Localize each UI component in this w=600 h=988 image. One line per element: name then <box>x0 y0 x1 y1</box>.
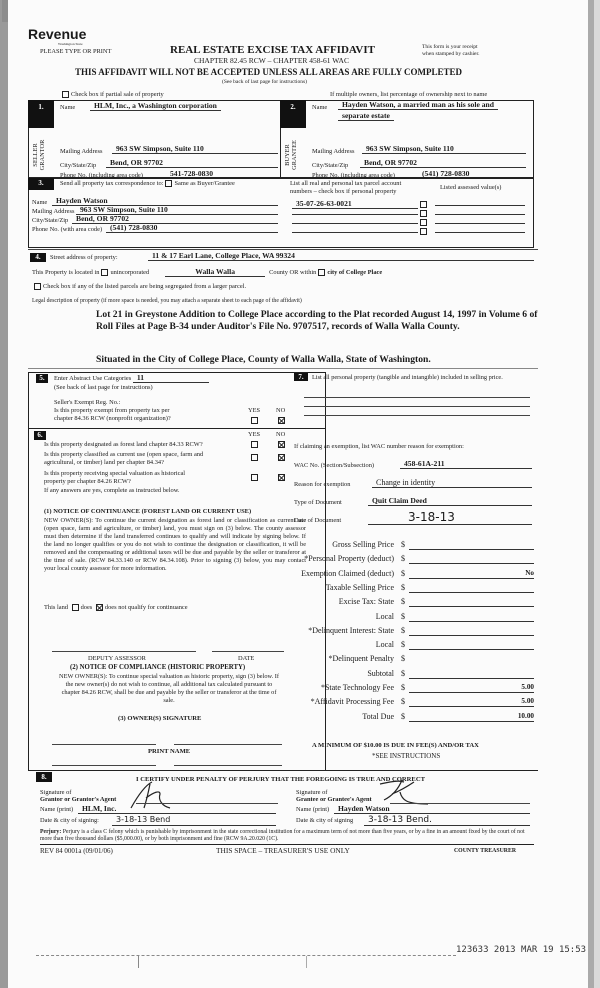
perjury-label: Perjury: <box>40 829 62 835</box>
grantee-name-field[interactable] <box>334 805 530 814</box>
corr-city-field[interactable] <box>72 215 278 224</box>
parcel-number: 35-07-26-63-0021 <box>292 200 418 209</box>
buyer-mailing-value: 963 SW Simpson, Suite 110 <box>362 145 526 154</box>
doc-date-label: Date of Document <box>294 517 342 524</box>
assessed-value <box>435 197 525 206</box>
fee-label: *Personal Property (deduct) <box>304 554 394 564</box>
seller-city-field[interactable] <box>106 159 278 168</box>
minimum-note: A MINIMUM OF $10.00 IS DUE IN FEE(S) AND/OR TAX <box>312 742 479 749</box>
dollar-sign: $ <box>401 683 405 692</box>
wac-value: 458-61A-211 <box>400 460 532 469</box>
receipt-note-2: when stamped by cashier. <box>422 51 480 57</box>
print-name-label: PRINT NAME <box>148 748 191 755</box>
personal-property-checkbox[interactable] <box>420 228 427 235</box>
cashier-stamp: 123633 2013 MAR 19 15:53 <box>456 945 587 955</box>
q-current-use-2: agricultural, or timber) land per chapter 84.34? <box>44 459 164 466</box>
yes-header: YES <box>248 407 261 414</box>
wac-field[interactable] <box>400 460 532 469</box>
grantee-date-field[interactable] <box>364 815 530 826</box>
partial-sale-row <box>60 91 164 98</box>
yes-header: YES <box>248 431 261 438</box>
assessed-value <box>435 206 525 215</box>
parcel-row[interactable] <box>292 224 525 235</box>
does-label: does <box>80 604 93 611</box>
seller-name-field[interactable] <box>90 102 221 111</box>
exemption-note: If claiming an exemption, list WAC number reason for exemption: <box>294 443 464 450</box>
assessed-value <box>435 224 525 233</box>
fee-value-field[interactable] <box>409 597 534 607</box>
buyer-name-value-2: separate estate <box>338 112 394 121</box>
section-5-number: 5. <box>36 374 48 383</box>
street-value: 11 & 17 Earl Lane, College Place, WA 99324 <box>148 252 534 261</box>
abstract-see-back: (See back of last page for instructions) <box>54 384 153 391</box>
abstract-use-value[interactable]: 11 <box>133 374 209 383</box>
does-checkbox[interactable] <box>72 604 79 611</box>
perjury-text: Perjury is a class C felony which is punishable by imprisonment in the state correctional institution for a maximum term of not more than five years, or by a fine in an amount fixed by the court of not more than five thousand dollars ($5,000.00), or by both imprisonment and fine (RCW 9A.20.020 (1C). <box>40 829 525 842</box>
seller-city-value: Bend, OR 97702 <box>106 159 278 168</box>
seller-mailing-field[interactable] <box>112 145 278 154</box>
no-header: NO <box>276 431 286 438</box>
corr-city-label: City/State/Zip <box>32 217 69 224</box>
doc-type-value: Quit Claim Deed <box>368 497 532 506</box>
abstract-use-label: Enter Abstract Use Categories <box>54 375 132 382</box>
assessed-header: Listed assessed value(s) <box>440 184 502 191</box>
wac-label: WAC No. (Section/Subsection) <box>294 462 375 469</box>
continuance-row <box>44 604 188 611</box>
notice-2-title: (2) NOTICE OF COMPLIANCE (HISTORIC PROPERTY) <box>70 664 246 671</box>
segregated-row <box>32 283 246 290</box>
fee-value-field[interactable] <box>409 640 534 650</box>
fee-value-field[interactable]: 5.00 <box>409 697 534 707</box>
fee-value-field[interactable] <box>409 626 534 636</box>
legal-situated: Situated in the City of College Place, County of Walla Walla, State of Washington. <box>96 354 431 365</box>
fee-row <box>294 683 539 696</box>
dollar-sign: $ <box>401 540 405 549</box>
fee-row <box>294 569 539 582</box>
nonprofit-yes-checkbox[interactable] <box>249 416 260 424</box>
fee-label: Total Due <box>362 711 394 721</box>
fee-value-field[interactable]: 5.00 <box>409 683 534 693</box>
form-title: REAL ESTATE EXCISE TAX AFFIDAVIT <box>170 44 375 56</box>
deputy-date-line[interactable] <box>212 651 284 652</box>
dollar-sign: $ <box>401 625 405 635</box>
grantee-sig-label-2: Grantee or Grantee's Agent <box>296 796 372 803</box>
fee-row <box>294 697 539 710</box>
tick-mark <box>306 956 307 968</box>
form-chapter: CHAPTER 82.45 RCW – CHAPTER 458-61 WAC <box>194 56 349 65</box>
correspondence-label: Send all property tax correspondence to: <box>60 180 164 187</box>
notice-1-title: (1) NOTICE OF CONTINUANCE (FOREST LAND OR CURRENT USE) <box>44 508 252 515</box>
fee-row <box>294 540 539 553</box>
fee-label: *Delinquent Penalty <box>328 654 394 664</box>
grantor-label: GRANTOR <box>39 139 46 171</box>
fee-row <box>294 712 539 725</box>
dollar-sign: $ <box>401 640 405 650</box>
seller-name-value: HLM, Inc., a Washington corporation <box>90 102 221 111</box>
q-nonprofit-1: Is this property exempt from property tax per <box>54 407 170 414</box>
multiple-owners-note: If multiple owners, list percentage of ownership next to name <box>330 91 488 98</box>
corr-name-label: Name <box>32 199 48 206</box>
city-label: city of College Place <box>327 269 383 276</box>
historic-no-checkbox[interactable] <box>276 473 287 481</box>
grantor-sig-label-1: Signature of <box>40 789 72 796</box>
grantor-name-label: Name (print) <box>40 806 74 813</box>
q-forest: Is this property designated as forest land chapter 84.33 RCW? <box>44 441 203 448</box>
dollar-sign: $ <box>401 668 405 678</box>
does-not-checkbox[interactable] <box>96 604 103 611</box>
yes-instruction: If any answers are yes, complete as instructed below. <box>44 487 180 494</box>
parcel-number <box>292 206 418 215</box>
personal-property-line[interactable] <box>304 406 530 407</box>
county-treasurer-label: COUNTY TREASURER <box>454 848 517 854</box>
fee-row <box>294 583 539 596</box>
grantor-name-value: HLM, Inc. <box>78 805 276 814</box>
certify-statement: I CERTIFY UNDER PENALTY OF PERJURY THAT THE FOREGOING IS TRUE AND CORRECT <box>136 776 425 783</box>
corr-city-value: Bend, OR 97702 <box>72 215 278 224</box>
revenue-logo <box>28 26 86 42</box>
dollar-sign: $ <box>401 597 405 607</box>
owner-signature-line-2[interactable] <box>174 744 282 745</box>
form-see-back: (See back of last page for instructions) <box>222 79 307 85</box>
owner-signature-line-1[interactable] <box>52 744 156 745</box>
forest-no-checkbox[interactable] <box>276 440 287 448</box>
fee-row <box>294 654 539 667</box>
reason-field[interactable] <box>372 478 532 488</box>
q-nonprofit-2: chapter 84.36 RCW (nonprofit organization)? <box>54 415 171 422</box>
grantor-sig-line <box>136 803 278 804</box>
county-value[interactable]: Walla Walla <box>165 268 265 277</box>
fee-label: Local <box>375 611 394 621</box>
print-name-line-1[interactable] <box>52 765 156 766</box>
fee-label: Local <box>375 640 394 650</box>
perjury-notice <box>40 829 534 843</box>
fee-row <box>294 612 539 625</box>
buyer-name-field-2[interactable] <box>338 112 394 121</box>
buyer-city-field[interactable] <box>360 159 526 168</box>
doc-date-field[interactable] <box>368 510 532 525</box>
seller-city-label: City/State/Zip <box>60 162 97 169</box>
current-use-no-checkbox[interactable] <box>276 453 287 461</box>
corr-mailing-value: 963 SW Simpson, Suite 110 <box>76 206 278 215</box>
fee-value-field[interactable] <box>409 554 534 564</box>
dollar-sign: $ <box>401 711 405 721</box>
checkbox-box <box>251 441 258 448</box>
doc-date-value: 3-18-13 <box>368 510 532 525</box>
dollar-sign: $ <box>401 654 405 664</box>
notice-1-body: NEW OWNER(S): To continue the current designation as forest land or classification as current use (open space, farm and agriculture, or timber) land, you must sign on (3) below. The county assessor must then determine if the land transferred continues to qualify and will indicate by signing below. If the land no longer qualifies or you do not wish to continue the designation or classification, it will be removed and the compensating or additional taxes will be due and payable by the seller or transferor at the time of sale. (RCW 84.33.140 or RCW 84.34.108). Prior to signing (3) below, you may contact your local county assessor for more information. <box>44 517 306 572</box>
checkbox-box-checked <box>278 474 285 481</box>
located-row <box>32 268 382 277</box>
fee-label: *Affidavit Processing Fee <box>310 697 394 707</box>
fee-value-field[interactable] <box>409 612 534 622</box>
parcel-number <box>292 224 418 233</box>
located-label: This Property is located in <box>32 269 100 276</box>
checkbox-box <box>251 417 258 424</box>
treasurer-space-label: THIS SPACE – TREASURER'S USE ONLY <box>216 846 350 855</box>
fee-label: *State Technology Fee <box>320 683 394 692</box>
current-use-yes-checkbox[interactable] <box>249 453 260 461</box>
forest-yes-checkbox[interactable] <box>249 440 260 448</box>
seller-phone-value: 541-728-0830 <box>166 170 276 179</box>
fee-value-field[interactable]: No <box>409 569 534 579</box>
scan-edge-right <box>588 0 594 988</box>
seller-mailing-value: 963 SW Simpson, Suite 110 <box>112 145 278 154</box>
correspondence-row <box>60 180 235 187</box>
form-warning: THIS AFFIDAVIT WILL NOT BE ACCEPTED UNLESS ALL AREAS ARE FULLY COMPLETED <box>75 67 463 77</box>
parcel-header-1: List all real and personal tax parcel account <box>290 180 402 187</box>
grantor-date-field[interactable] <box>112 815 276 826</box>
grantee-label: GRANTEE <box>291 140 298 170</box>
seller-phone-label: Phone No. (including area code) <box>60 172 143 179</box>
corr-phone-value: (541) 728-0830 <box>106 224 278 233</box>
buyer-mailing-field[interactable] <box>362 145 526 154</box>
legal-description: Lot 21 in Greystone Addition to College Place according to the Plat recorded August 14, 1997 in Volume 6 of Roll Files at Page B-34 under Auditor's File No. 9707517, records of Walla Walla County. <box>96 309 538 332</box>
does-not-label: does not qualify for continuance <box>104 604 188 611</box>
reason-label: Reason for exemption <box>294 481 351 488</box>
corr-name-value: Hayden Watson <box>52 197 278 206</box>
grantee-name-value: Hayden Watson <box>334 805 530 814</box>
grantee-sig-label-1: Signature of <box>296 789 328 796</box>
buyer-side-label <box>284 135 298 175</box>
owner-signature-label: (3) OWNER(S) SIGNATURE <box>118 715 202 722</box>
buyer-name-label: Name <box>312 104 328 111</box>
assessed-value <box>435 215 525 224</box>
partial-sale-label: Check box if partial sale of property <box>71 91 164 98</box>
dollar-sign: $ <box>401 611 405 621</box>
fee-row <box>294 640 539 653</box>
section-3-number: 3. <box>28 178 54 190</box>
doc-type-field[interactable] <box>368 497 532 506</box>
fee-row <box>294 669 539 682</box>
fee-value-field[interactable] <box>409 540 534 550</box>
q-historic-1: Is this property receiving special valuation as historical <box>44 470 186 477</box>
section-2-number: 2. <box>280 100 306 128</box>
q-historic-2: property per chapter 84.26 RCW? <box>44 478 131 485</box>
county-or-label: County OR within <box>269 269 317 276</box>
unincorporated-label: unincorporated <box>110 269 150 276</box>
segregated-checkbox[interactable] <box>34 283 41 290</box>
corr-phone-field[interactable] <box>106 224 278 233</box>
grantor-date-value: 3-18-13 Bend <box>112 815 276 826</box>
fee-label: Exemption Claimed (deduct) <box>301 568 394 578</box>
exempt-reg-label: Seller's Exempt Reg. No.: <box>54 399 121 406</box>
divider <box>28 428 326 429</box>
same-as-buyer-checkbox[interactable] <box>165 180 172 187</box>
historic-yes-checkbox[interactable] <box>249 473 260 481</box>
checkbox-box-checked <box>278 417 285 424</box>
affidavit-page <box>8 0 594 988</box>
buyer-city-value: Bend, OR 97702 <box>360 159 526 168</box>
seller-label: SELLER <box>32 143 39 167</box>
buyer-phone-label: Phone No. (including area code) <box>312 172 395 179</box>
nonprofit-no-checkbox[interactable] <box>276 416 287 424</box>
tick-mark <box>138 956 139 968</box>
buyer-name-value-1: Hayden Watson, a married man as his sole and <box>338 101 498 110</box>
divider <box>28 368 538 369</box>
fee-label: Gross Selling Price <box>332 540 394 549</box>
fee-value-field[interactable]: 10.00 <box>409 712 534 722</box>
street-label: Street address of property: <box>50 254 118 261</box>
receipt-note-1: This form is your receipt <box>422 44 478 50</box>
corr-mailing-label: Mailing Address <box>32 208 75 215</box>
checkbox-box-checked <box>278 441 285 448</box>
checkbox-box-checked <box>278 454 285 461</box>
grantee-name-label: Name (print) <box>296 806 330 813</box>
personal-property-line[interactable] <box>304 397 530 398</box>
fee-label: Taxable Selling Price <box>325 582 394 592</box>
please-type-note: PLEASE TYPE OR PRINT <box>40 48 112 55</box>
divider <box>28 770 538 771</box>
reason-value: Change in identity <box>372 478 532 488</box>
within-city-checkbox[interactable] <box>318 269 325 276</box>
section-4-number: 4. <box>30 253 46 262</box>
dollar-sign: $ <box>401 554 405 564</box>
grantor-sig-label-2: Grantor or Grantor's Agent <box>40 796 117 803</box>
abstract-use-row <box>54 374 209 383</box>
fee-label: Subtotal <box>367 668 394 678</box>
section-7-number: 7. <box>294 373 308 381</box>
section-6-number: 6. <box>34 431 46 440</box>
logo-text: Revenue <box>28 26 87 42</box>
scan-edge <box>0 0 8 988</box>
dollar-sign: $ <box>401 697 405 707</box>
no-header: NO <box>276 407 286 414</box>
unincorporated-checkbox[interactable] <box>101 269 108 276</box>
parcel-header-2: numbers – check box if personal property <box>290 188 397 195</box>
buyer-mailing-label: Mailing Address <box>312 148 355 155</box>
deputy-assessor-label: DEPUTY ASSESSOR <box>88 655 146 662</box>
same-as-buyer-label: Same as Buyer/Grantee <box>174 180 235 187</box>
doc-type-label: Type of Document <box>294 499 342 506</box>
partial-sale-checkbox[interactable] <box>62 91 69 98</box>
see-instructions: *SEE INSTRUCTIONS <box>372 752 441 760</box>
logo-subtitle: Washington State <box>58 42 83 46</box>
grantee-date-value: 3-18-13 Bend. <box>364 815 530 826</box>
buyer-name-field[interactable] <box>338 101 498 110</box>
grantee-sig-line <box>390 803 530 804</box>
segregated-label: Check box if any of the listed parcels are being segregated from a larger parcel. <box>43 283 247 290</box>
street-field[interactable] <box>148 252 534 261</box>
personal-property-label: List all personal property (tangible and intangible) included in selling price. <box>312 374 503 381</box>
parcel-number <box>292 215 418 224</box>
fee-row <box>294 626 539 639</box>
q-current-use-1: Is this property classified as current use (open space, farm and <box>44 451 204 458</box>
checkbox-box <box>251 454 258 461</box>
buyer-label: BUYER <box>284 144 291 166</box>
deputy-signature-line[interactable] <box>52 651 196 652</box>
fee-row <box>294 554 539 567</box>
seller-mailing-label: Mailing Address <box>60 148 103 155</box>
buyer-city-label: City/State/Zip <box>312 162 349 169</box>
notice-2-body: NEW OWNER(S): To continue special valuation as historic property, sign (3) below. If the new owner(s) do not wish to continue, all additional tax calculated pursuant to chapter 84.26 RCW, shall be due and payable by the seller or transferor at the time of sale. <box>59 673 279 704</box>
dollar-sign: $ <box>401 582 405 592</box>
grantor-date-label: Date & city of signing: <box>40 817 99 824</box>
treasurer-line <box>36 955 456 956</box>
dollar-sign: $ <box>401 568 405 578</box>
fee-value-field[interactable] <box>409 583 534 593</box>
section-1-number: 1. <box>28 100 54 128</box>
seller-side-label <box>32 135 46 175</box>
fee-row <box>294 597 539 610</box>
fee-label: Excise Tax: State <box>338 597 394 607</box>
grantor-name-field[interactable] <box>78 805 276 814</box>
this-land-label: This land <box>44 604 68 611</box>
form-revision: REV 84 0001a (09/01/06) <box>40 847 113 855</box>
section-8-number: 8. <box>36 772 52 782</box>
legal-label: Legal description of property (if more space is needed, you may attach a separate sheet to each page of the affidavit) <box>32 298 302 304</box>
checkbox-box <box>251 474 258 481</box>
print-name-line-2[interactable] <box>174 765 282 766</box>
personal-property-line[interactable] <box>304 415 530 416</box>
divider <box>40 844 534 845</box>
fee-label: *Delinquent Interest: State <box>308 625 394 635</box>
grantee-date-label: Date & city of signing <box>296 817 354 824</box>
date-label: DATE <box>238 655 255 662</box>
divider <box>28 249 538 250</box>
fee-value-field[interactable] <box>409 669 534 679</box>
buyer-phone-value: (541) 728-0830 <box>418 170 526 179</box>
seller-name-label: Name <box>60 104 76 111</box>
corr-phone-label: Phone No. (with area code) <box>32 226 103 233</box>
